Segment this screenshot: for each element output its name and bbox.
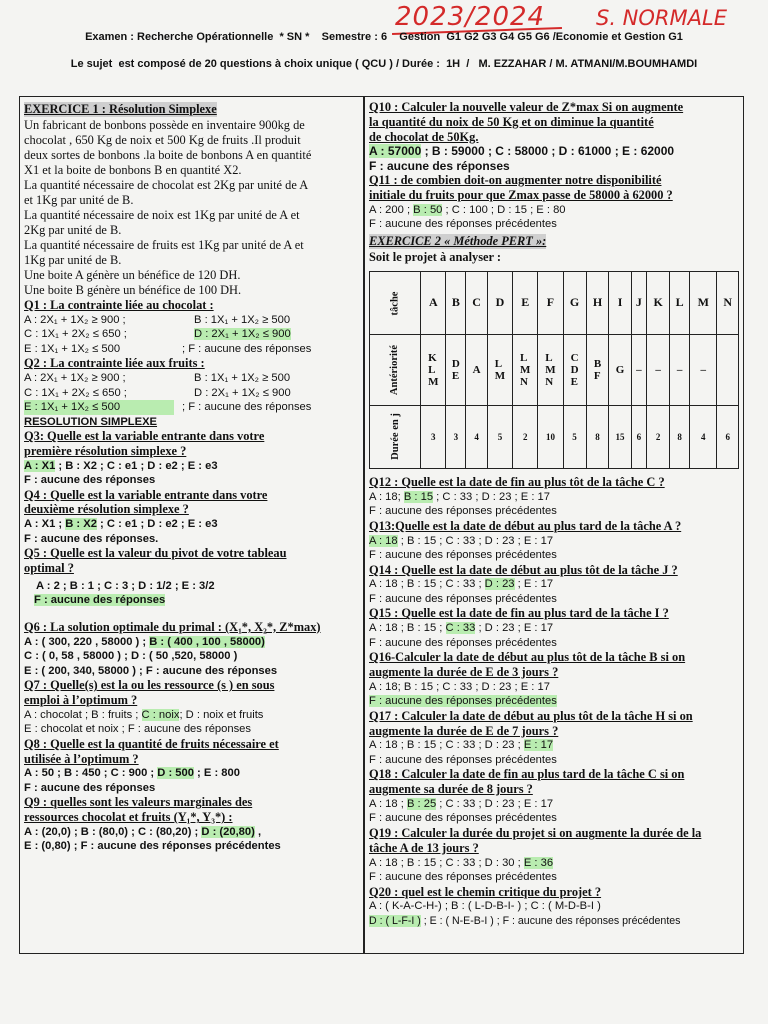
q10-options-rest[interactable]: ; B : 59000 ; C : 58000 ; D : 61000 ; E : 62000 — [421, 144, 675, 159]
pert-row-label-duration: Durée en j — [389, 413, 401, 461]
q4-option-a[interactable]: A : X1 ; — [24, 518, 66, 531]
q5-title-line2: optimal ? — [24, 561, 74, 576]
q1-option-a[interactable]: A : 2X₁ + 1X₂ ≥ 900 ; — [24, 313, 126, 326]
q4-options-rest[interactable]: ; C : e1 ; D : e2 ; E : e3 — [96, 518, 218, 531]
q7-options-a-b[interactable]: A : chocolat ; B : fruits ; — [24, 708, 142, 721]
pert-predecessor: K — [428, 351, 437, 364]
q20-options-rest[interactable]: ; E : ( N-E-B-I ) ; F : aucune des réponses précédentes — [420, 914, 681, 927]
q12-title: Q12 : Quelle est la date de fin au plus tôt de la tâche C ? — [369, 474, 665, 489]
pert-predecessors-B — [446, 334, 466, 405]
statement-line: 1Kg par unité de B. — [24, 253, 122, 267]
q7-option-d[interactable]: ; D : noix et fruits — [179, 708, 264, 721]
pert-predecessor: M — [428, 375, 439, 388]
q19-option-f[interactable]: F : aucune des réponses précédentes — [369, 871, 557, 884]
q8-option-f[interactable]: F : aucune des réponses — [24, 781, 156, 794]
q4-option-b[interactable]: B : X2 — [65, 518, 97, 531]
pert-predecessor: N — [545, 375, 554, 388]
pert-duration-G: 5 — [563, 405, 586, 468]
q2-option-e[interactable]: E : 1X₁ + 1X₂ ≤ 500 — [24, 400, 174, 415]
left-column — [19, 96, 364, 954]
exercise-2-intro: Soit le projet à analyser : — [369, 249, 502, 264]
q3-title-line1: Q3: Quelle est la variable entrante dans votre — [24, 429, 265, 444]
q1-option-e[interactable]: E : 1X₁ + 1X₂ ≤ 500 — [24, 342, 121, 355]
q17-option-f[interactable]: F : aucune des réponses précédentes — [369, 753, 557, 766]
q11-option-b[interactable]: B : 50 — [413, 203, 443, 216]
pert-row-label-task: tâche — [389, 292, 401, 316]
statement-line: La quantité nécessaire de chocolat est 2Kg par unité de A — [24, 178, 309, 192]
q3-option-f[interactable]: F : aucune des réponses — [24, 474, 156, 487]
exercise-1-title: EXERCICE 1 : Résolution Simplexe — [24, 102, 217, 116]
exercise-1-statement — [24, 118, 359, 298]
q17-options-a-d[interactable]: A : 18 ; B : 15 ; C : 33 ; D : 23 ; — [369, 739, 524, 752]
pert-predecessor: L — [545, 351, 553, 364]
statement-line: chocolat , 650 Kg de noix et 500 Kg de fruits .Il produit — [24, 133, 301, 147]
q2-option-a[interactable]: A : 2X₁ + 1X₂ ≥ 900 ; — [24, 372, 126, 385]
q6-title: Q6 : La solution optimale du primal : (X₁*, X₂*, Z*max) — [24, 619, 321, 634]
q18-options-rest[interactable]: ; C : 33 ; D : 23 ; E : 17 — [436, 797, 554, 810]
q13-option-f[interactable]: F : aucune des réponses précédentes — [369, 549, 557, 562]
pert-task-C: C — [466, 271, 487, 334]
pert-predecessor: F — [593, 369, 601, 382]
pert-task-I: I — [609, 271, 631, 334]
statement-line: deux sortes de bonbons .la boite de bonbons A en quantité — [24, 148, 312, 162]
q9-separator: , — [254, 825, 262, 838]
pert-duration-C: 4 — [466, 405, 487, 468]
pert-predecessor: G — [615, 363, 625, 376]
q16-option-f[interactable]: F : aucune des réponses précédentes — [369, 695, 557, 708]
pert-predecessor: E — [451, 369, 460, 382]
q8-title-line1: Q8 : Quelle est la quantité de fruits nécessaire et — [24, 736, 279, 751]
pert-row-label-predecessors: Antériorité — [389, 345, 401, 396]
q4-title-line2: deuxième résolution simplexe ? — [24, 502, 189, 517]
q6-options-e-f[interactable]: E : ( 200, 340, 58000 ) ; F : aucune des réponses — [24, 664, 278, 677]
pert-row-durations — [370, 405, 739, 468]
pert-task-H: H — [586, 271, 609, 334]
q5-options[interactable]: A : 2 ; B : 1 ; C : 3 ; D : 1/2 ; E : 3/2 — [36, 579, 215, 592]
q2-option-b[interactable]: B : 1X₁ + 1X₂ ≥ 500 — [194, 372, 291, 385]
q18-title-line2: augmente sa durée de 8 jours ? — [369, 782, 533, 797]
pert-duration-F: 10 — [538, 405, 563, 468]
pert-duration-D: 5 — [487, 405, 512, 468]
q19-option-e[interactable]: E : 36 — [523, 856, 554, 869]
q9-title-line1: Q9 : quelles sont les valeurs marginales des — [24, 795, 253, 810]
q2-title: Q2 : La contrainte liée aux fruits : — [24, 356, 205, 371]
statement-line: Une boite B génère un bénéfice de 100 DH. — [24, 283, 242, 297]
pert-predecessors-K — [647, 334, 670, 405]
q16-options[interactable]: A : 18; B : 15 ; C : 33 ; D : 23 ; E : 17 — [369, 680, 550, 693]
pert-predecessor: M — [494, 369, 506, 382]
pert-predecessors-H — [586, 334, 609, 405]
pert-predecessor: C — [570, 351, 579, 364]
q17-title-line2: augmente la durée de E de 7 jours ? — [369, 723, 559, 738]
pert-duration-J: 6 — [631, 405, 647, 468]
q8-option-d[interactable]: D : 500 — [157, 767, 194, 780]
pert-duration-A: 3 — [421, 405, 446, 468]
pert-predecessor: B — [593, 357, 602, 370]
handwritten-session: S. NORMALE — [596, 6, 727, 30]
q10-title-line1: Q10 : Calculer la nouvelle valeur de Z*max Si on augmente — [369, 100, 684, 114]
q13-options-rest[interactable]: ; B : 15 ; C : 33 ; D : 23 ; E : 17 — [397, 534, 554, 547]
q9-option-d[interactable]: D : (20,80) — [201, 825, 255, 838]
q20-option-d[interactable]: D : ( L-F-I ) — [369, 914, 421, 927]
q15-title: Q15 : Quelle est la date de fin au plus tard de la tâche I ? — [369, 606, 669, 621]
pert-duration-I: 15 — [609, 405, 631, 468]
pert-table — [369, 271, 739, 469]
pert-predecessor: L — [520, 351, 528, 364]
pert-predecessors-N — [717, 334, 739, 405]
pert-predecessors-A — [421, 334, 446, 405]
pert-predecessors-D — [487, 334, 512, 405]
q11-title-line2: initiale du fruits pour que Zmax passe de 58000 à 62000 ? — [369, 188, 673, 203]
statement-line: X1 et la boite de bonbons B en quantité X2. — [24, 163, 242, 177]
q1-title: Q1 : La contrainte liée au chocolat : — [24, 298, 214, 312]
pert-predecessor: D — [570, 363, 579, 376]
pert-duration-K: 2 — [647, 405, 670, 468]
q9-options-a-c[interactable]: A : (20,0) ; B : (80,0) ; C : (80,20) ; — [24, 825, 202, 838]
q11-options-rest[interactable]: ; C : 100 ; D : 15 ; E : 80 — [442, 203, 566, 216]
q4-option-f[interactable]: F : aucune des réponses. — [24, 532, 159, 545]
q1-option-b[interactable]: B : 1X₁ + 1X₂ ≥ 500 — [194, 313, 291, 326]
pert-duration-N: 6 — [717, 405, 739, 468]
q6-option-b[interactable]: B : ( 400 , 100 , 58000) — [149, 635, 265, 648]
q5-option-f[interactable]: F : aucune des réponses — [34, 594, 166, 607]
q1-option-d[interactable]: D : 2X₁ + 1X₂ ≤ 900 — [194, 328, 291, 341]
q17-option-e[interactable]: E : 17 — [523, 739, 554, 752]
pert-predecessor: D — [451, 357, 460, 370]
pert-predecessor: – — [676, 363, 683, 376]
resolution-simplexe-heading: RESOLUTION SIMPLEXE — [24, 415, 158, 428]
pert-task-K: K — [647, 271, 670, 334]
pert-duration-L: 8 — [670, 405, 690, 468]
pert-predecessors-L — [670, 334, 690, 405]
q3-title-line2: première résolution simplexe ? — [24, 443, 187, 458]
q20-title: Q20 : quel est le chemin critique du projet ? — [369, 884, 602, 899]
q10-title-line2: la quantité du noix de 50 Kg et on diminue la quantité — [369, 114, 654, 129]
pert-task-L: L — [670, 271, 690, 334]
q5-title-line1: Q5 : Quelle est la valeur du pivot de votre tableau — [24, 546, 287, 561]
pert-row-tasks — [370, 271, 739, 334]
q15-option-c[interactable]: C : 33 — [445, 622, 476, 635]
pert-predecessor: E — [570, 375, 578, 388]
exercise-2-title: EXERCICE 2 « Méthode PERT »: — [369, 233, 547, 248]
q9-title-line2: ressources chocolat et fruits (Y₁*, Y₃*) : — [24, 810, 233, 825]
q1-option-f[interactable]: ; F : aucune des réponses — [182, 342, 312, 355]
q7-options-e-f[interactable]: E : chocolat et noix ; F : aucune des réponses — [24, 723, 251, 736]
q18-option-b[interactable]: B : 25 — [406, 797, 437, 810]
q7-title-line2: emploi à l’optimum ? — [24, 692, 138, 707]
pert-predecessor: – — [636, 363, 642, 376]
q14-option-d[interactable]: D : 23 — [484, 578, 515, 591]
pert-predecessors-F — [538, 334, 563, 405]
pert-predecessor: M — [520, 363, 531, 376]
pert-predecessor: M — [545, 363, 556, 376]
q1-option-c[interactable]: C : 1X₁ + 2X₂ ≤ 650 ; — [24, 328, 127, 341]
q3-option-a[interactable]: A : X1 — [24, 459, 56, 472]
q13-title: Q13:Quelle est la date de début au plus tard de la tâche A ? — [369, 518, 682, 533]
q12-option-f[interactable]: F : aucune des réponses précédentes — [369, 505, 557, 518]
pert-task-E: E — [513, 271, 538, 334]
pert-task-G: G — [563, 271, 586, 334]
q2-option-c[interactable]: C : 1X₁ + 2X₂ ≤ 650 ; — [24, 386, 127, 399]
pert-duration-E: 2 — [513, 405, 538, 468]
pert-predecessors-M — [690, 334, 717, 405]
q14-title: Q14 : Quelle est la date de début au plus tôt de la tâche J ? — [369, 562, 678, 577]
q18-option-f[interactable]: F : aucune des réponses précédentes — [369, 812, 557, 825]
q20-options-a-c[interactable]: A : ( K-A-C-H-) ; B : ( L-D-B-I- ) ; C : ( M-D-B-I ) — [369, 900, 601, 913]
statement-line: et 1Kg par unité de B. — [24, 193, 134, 207]
pert-predecessors-J — [631, 334, 647, 405]
pert-duration-M: 4 — [690, 405, 717, 468]
q18-option-a[interactable]: A : 18 ; — [369, 797, 407, 810]
q4-title-line1: Q4 : Quelle est la variable entrante dans votre — [24, 487, 268, 502]
pert-predecessor: A — [472, 363, 481, 376]
statement-line: Un fabricant de bonbons possède en inventaire 900kg de — [24, 118, 305, 132]
q19-title-line2: tâche A de 13 jours ? — [369, 840, 479, 855]
pert-predecessor: L — [428, 363, 436, 376]
q11-option-a[interactable]: A : 200 ; — [369, 203, 414, 216]
pert-task-A: A — [421, 271, 446, 334]
right-column — [364, 96, 744, 954]
q2-option-d[interactable]: D : 2X₁ + 1X₂ ≤ 900 — [194, 386, 291, 399]
q3-options-rest[interactable]: ; B : X2 ; C : e1 ; D : e2 ; E : e3 — [55, 459, 218, 472]
q16-title-line2: augmente la durée de E de 3 jours ? — [369, 664, 559, 679]
pert-duration-B: 3 — [446, 405, 466, 468]
handwritten-year: 2023/2024 — [395, 2, 546, 32]
q8-title-line2: utilisée à l’optimum ? — [24, 751, 139, 766]
pert-task-J: J — [631, 271, 647, 334]
q10-option-a[interactable]: A : 57000 — [369, 144, 422, 159]
q18-title-line1: Q18 : Calculer la date de fin au plus tard de la tâche C si on — [369, 767, 685, 782]
q19-options-a-d[interactable]: A : 18 ; B : 15 ; C : 33 ; D : 30 ; — [369, 856, 524, 869]
q15-option-f[interactable]: F : aucune des réponses précédentes — [369, 636, 557, 649]
pert-task-D: D — [487, 271, 512, 334]
q15-options-rest[interactable]: ; D : 23 ; E : 17 — [475, 622, 554, 635]
pert-predecessors-I — [609, 334, 631, 405]
pert-task-B: B — [446, 271, 466, 334]
q12-options-rest[interactable]: ; C : 33 ; D : 23 ; E : 17 — [433, 490, 550, 503]
q12-option-b[interactable]: B : 15 — [403, 490, 434, 503]
q11-title-line1: Q11 : de combien doit-on augmenter notre disponibilité — [369, 173, 662, 188]
pert-predecessor: N — [520, 375, 528, 388]
q12-option-a[interactable]: A : 18; — [369, 490, 401, 503]
q14-options-a-c[interactable]: A : 18 ; B : 15 ; C : 33 ; — [369, 578, 485, 591]
pert-predecessors-E — [513, 334, 538, 405]
q16-title-line1: Q16-Calculer la date de début au plus tôt de la tâche B si on — [369, 650, 686, 665]
statement-line: La quantité nécessaire de noix est 1Kg par unité de A et — [24, 208, 300, 222]
q14-option-e[interactable]: ; E : 17 — [514, 578, 554, 591]
pert-predecessor: – — [700, 363, 706, 376]
q15-options-a-b[interactable]: A : 18 ; B : 15 ; — [369, 622, 446, 635]
statement-line: 2Kg par unité de B. — [24, 223, 122, 237]
q9-options-e-f[interactable]: E : (0,80) ; F : aucune des réponses précédentes — [24, 840, 281, 853]
q6-options-c-d[interactable]: C : ( 0, 58 , 58000 ) ; D : ( 50 ,520, 58000 ) — [24, 650, 238, 663]
exam-header-line1: Examen : Recherche Opérationnelle * SN * Semestre : 6 Gestion G1 G2 G3 G4 G5 G6 /Economie et Gestion G1 — [85, 31, 683, 43]
pert-predecessors-C — [466, 334, 487, 405]
q11-option-f[interactable]: F : aucune des réponses précédentes — [369, 218, 557, 231]
q7-option-c[interactable]: C : noix — [141, 708, 180, 721]
q13-option-a[interactable]: A : 18 — [369, 534, 398, 547]
exam-header-line2: Le sujet est composé de 20 questions à choix unique ( QCU ) / Durée : 1H / M. EZZAHAR / M. ATMANI/M.BOUMHAMDI — [70, 58, 698, 70]
q10-option-f[interactable]: F : aucune des réponses — [369, 158, 510, 173]
q7-title-line1: Q7 : Quelle(s) est la ou les ressource (s ) en sous — [24, 678, 275, 693]
q8-options-a-c[interactable]: A : 50 ; B : 450 ; C : 900 ; — [24, 767, 158, 780]
q19-title-line1: Q19 : Calculer la durée du projet si on augmente la durée de la — [369, 825, 702, 840]
q17-title-line1: Q17 : Calculer la date de début au plus tôt de la tâche H si on — [369, 708, 693, 723]
statement-line: Une boite A génère un bénéfice de 120 DH. — [24, 268, 241, 282]
statement-line: La quantité nécessaire de fruits est 1Kg par unité de A et — [24, 238, 304, 252]
q10-title-line3: de chocolat de 50Kg. — [369, 129, 479, 144]
pert-predecessors-G — [563, 334, 586, 405]
pert-duration-H: 8 — [586, 405, 609, 468]
q8-option-e[interactable]: ; E : 800 — [193, 767, 240, 780]
pert-task-M: M — [690, 271, 717, 334]
pert-predecessor: L — [494, 357, 503, 370]
pert-row-predecessors — [370, 334, 739, 405]
q2-option-f[interactable]: ; F : aucune des réponses — [182, 401, 312, 414]
q6-option-a[interactable]: A : ( 300, 220 , 58000 ) ; — [24, 635, 150, 648]
pert-task-F: F — [538, 271, 563, 334]
pert-task-N: N — [717, 271, 739, 334]
q14-option-f[interactable]: F : aucune des réponses précédentes — [369, 592, 557, 605]
pert-predecessor: – — [655, 363, 661, 376]
